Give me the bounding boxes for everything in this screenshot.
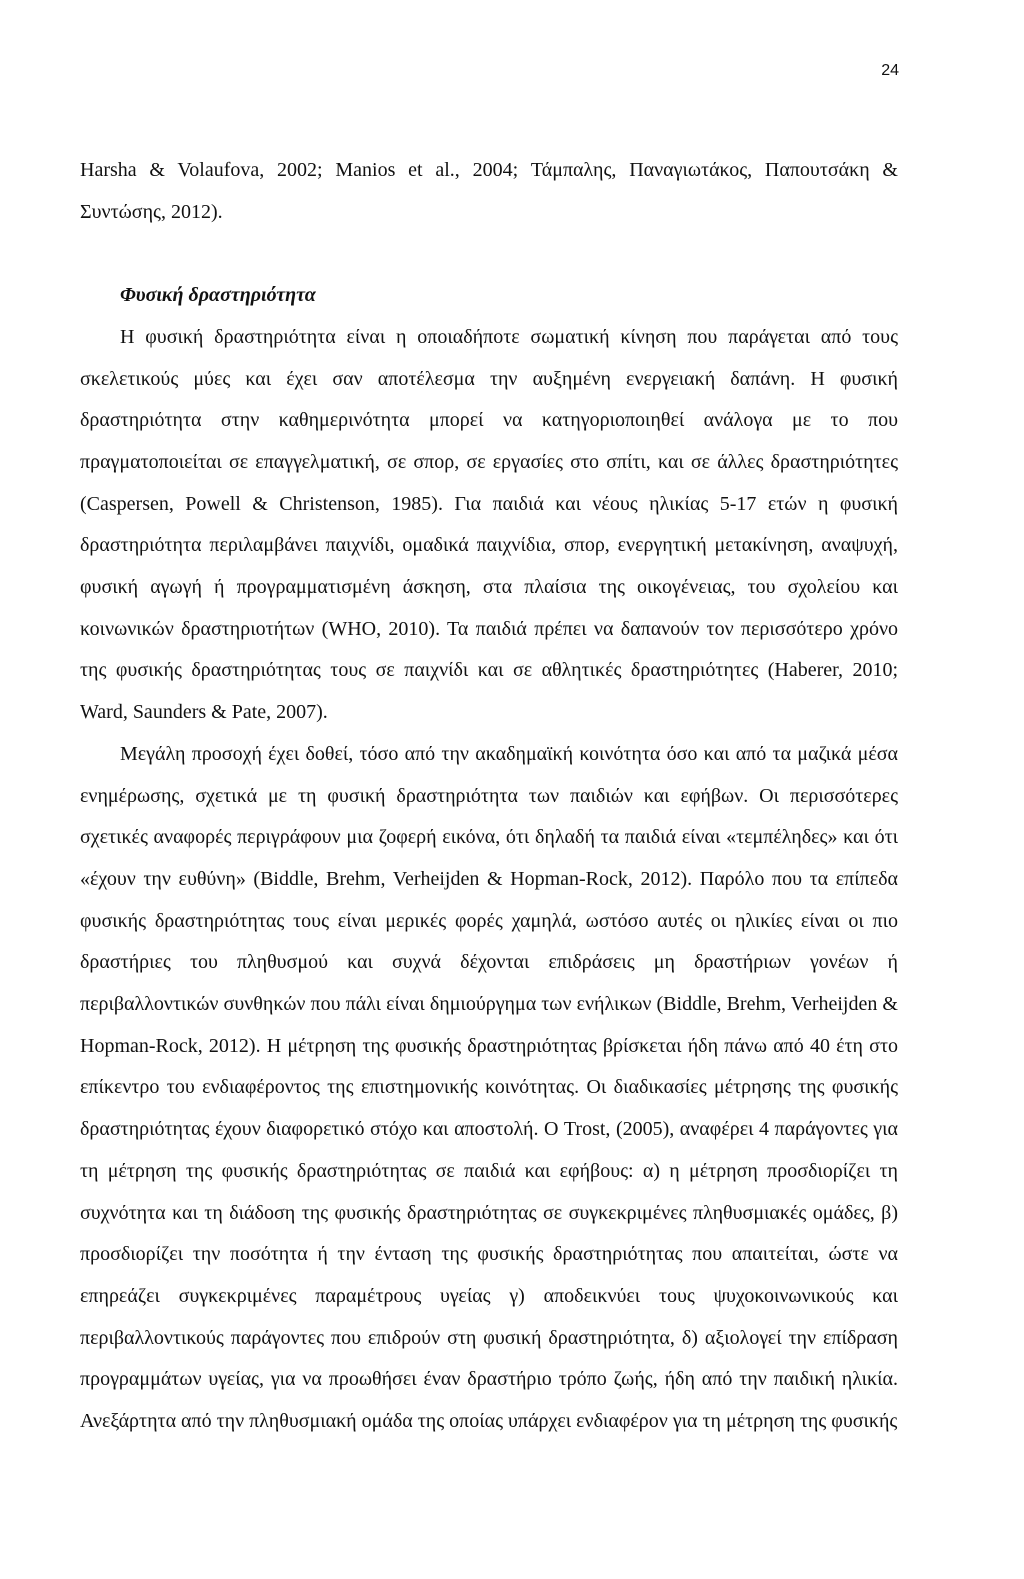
paragraph-definition: Η φυσική δραστηριότητα είναι η οποιαδήποτε σωματική κίνηση που παράγεται από τους σκελετικούς μύες και έχει σαν αποτέλεσμα την αυξημένη ενεργειακή δαπάνη. Η φυσική δραστηριότητα στην καθημερινότητα μπορεί να κατηγοριοποιηθεί ανάλογα με το που πραγματοποιείται σε επαγγελματική, σε σπορ, σε εργασίες στο σπίτι, και σε άλλες δραστηριότητες (Caspersen, Powell & Christenson, 1985). Για παιδιά και νέους ηλικίας 5-17 ετών η φυσική δραστηριότητα περιλαμβάνει παιχνίδι, ομαδικά παιχνίδια, σπορ, ενεργητική μετακίνηση, αναψυχή, φυσική αγωγή ή προγραμματισμένη άσκηση, στα πλαίσια της οικογένειας, του σχολείου και κοινωνικών δραστηριοτήτων (WHO, 2010). Τα παιδιά πρέπει να δαπανούν τον περισσότερο χρόνο της φυσικής δραστηριότητας τους σε παιχνίδι και σε αθλητικές δραστηριότητες (Haberer, 2010; Ward, Saunders & Pate, 2007). (80, 325, 898, 724)
page-number: 24 (881, 62, 899, 79)
section-heading: Φυσική δραστηριότητα (120, 284, 316, 307)
paragraph-citation-continuation: Harsha & Volaufova, 2002; Manios et al., 2004; Τάμπαλης, Παναγιωτάκος, Παπουτσάκη & Συντώσης, 2012). (80, 159, 898, 223)
paragraph-measurement: Μεγάλη προσοχή έχει δοθεί, τόσο από την ακαδημαϊκή κοινότητα όσο και από τα μαζικά μέσα ενημέρωσης, σχετικά με τη φυσική δραστηριότητα των παιδιών και εφήβων. Οι περισσότερες σχετικές αναφορές περιγράφουν μια ζοφερή εικόνα, ότι δηλαδή τα παιδιά είναι «τεμπέληδες» και ότι «έχουν την ευθύνη» (Biddle, Brehm, Verheijden & Hopman-Rock, 2012). Παρόλο που τα επίπεδα φυσικής δραστηριότητας τους είναι μερικές φορές χαμηλά, ωστόσο αυτές οι ηλικίες είναι οι πιο δραστήριες του πληθυσμού και συχνά δέχονται επιδράσεις μη δραστήριων γονέων ή περιβαλλοντικών συνθηκών που πάλι είναι δημιούργημα των ενήλικων (Biddle, Brehm, Verheijden & Hopman-Rock, 2012). Η μέτρηση της φυσικής δραστηριότητας βρίσκεται ήδη πάνω από 40 έτη στο επίκεντρο του ενδιαφέροντος της επιστημονικής κοινότητας. Οι διαδικασίες μέτρησης της φυσικής δραστηριότητας έχουν διαφορετικό στόχο και αποστολή. Ο Trost, (2005), αναφέρει 4 παράγοντες για τη μέτρηση της φυσικής δραστηριότητας σε παιδιά και εφήβους: α) η μέτρηση προσδιορίζει τη συχνότητα και τη διάδοση της φυσικής δραστηριότητας σε συγκεκριμένες πληθυσμιακές ομάδες, β) προσδιορίζει την ποσότητα ή την ένταση της φυσικής δραστηριότητας που απαιτείται, ώστε να επηρεάζει συγκεκριμένες παραμέτρους υγείας γ) αποδεικνύει τους ψυχοκοινωνικούς και περιβαλλοντικούς παράγοντες που επιδρούν στη φυσική δραστηριότητα, δ) αξιολογεί την επίδραση προγραμμάτων υγείας, για να προωθήσει έναν δραστήριο τρόπο ζωής, ήδη από την παιδική ηλικία. Ανεξάρτητα από την πληθυσμιακή ομάδα της οποίας υπάρχει ενδιαφέρον για τη μέτρηση της φυσικής (80, 742, 899, 1433)
document-body (80, 150, 898, 1443)
